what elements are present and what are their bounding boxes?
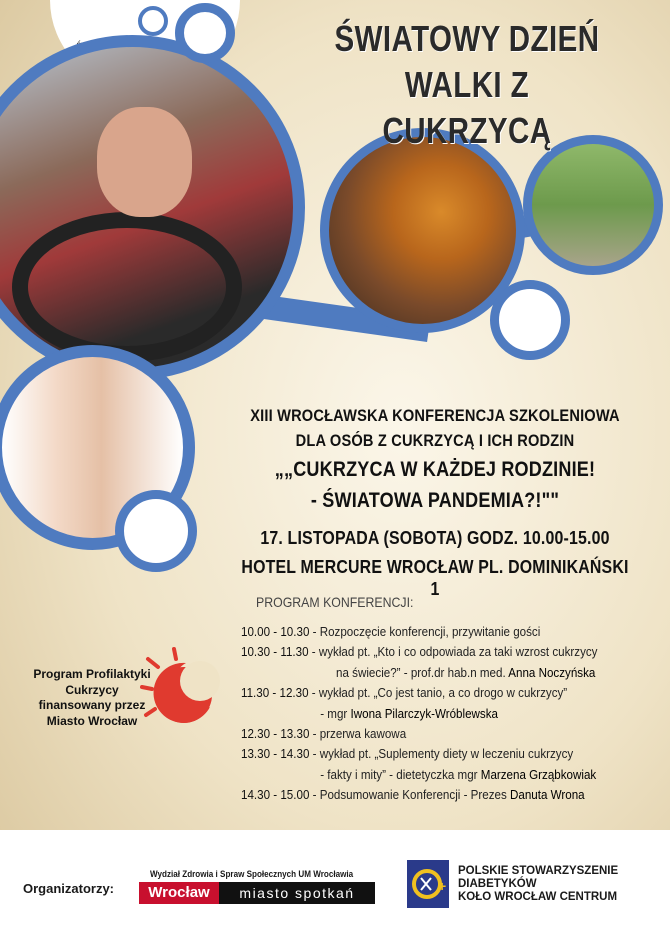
blue-circle-logo-icon	[138, 6, 168, 36]
face-shape	[97, 107, 192, 217]
conference-name-line2: DLA OSÓB Z CUKRZYCĄ I ICH RODZIN	[295, 431, 575, 450]
event-title: ŚWIATOWY DZIEŃ WALKI Z CUKRZYCĄ	[334, 18, 600, 151]
program-row: 12.30 - 13.30 - przerwa kawowa	[241, 726, 407, 742]
psd-organization-name: POLSKIE STOWARZYSZENIE DIABETYKÓW KOŁO WROCŁAW CENTRUM	[458, 865, 619, 903]
program-list	[241, 622, 651, 806]
photo-cyclists	[523, 135, 663, 275]
conference-venue: HOTEL MERCURE WROCŁAW PL. DOMINIKAŃSKI 1	[241, 556, 629, 599]
program-row: na świecie?” - prof.dr hab.n med. Anna Noczyńska	[336, 664, 596, 680]
red-sun-logo-icon	[138, 645, 228, 735]
wroclaw-brand-red: Wrocław	[139, 882, 219, 904]
decorative-dot	[115, 490, 197, 572]
program-row: 11.30 - 12.30 - wykład pt. „Co jest tanio, a co drogo w cukrzycy”	[241, 685, 568, 701]
svg-text:+: +	[438, 878, 447, 894]
program-row: - mgr Iwona Pilarczyk-Wróblewska	[320, 705, 498, 721]
health-department-label: Wydział Zdrowia i Spraw Społecznych UM Wrocławia	[150, 869, 354, 879]
program-row: 13.30 - 14.30 - wykład pt. „Suplementy diety w leczeniu cukrzycy	[241, 746, 574, 762]
decorative-dot	[175, 3, 235, 63]
steering-wheel-shape	[12, 212, 242, 362]
conference-date: 17. LISTOPADA (SOBOTA) GODZ. 10.00-15.00	[260, 527, 610, 548]
program-row: - fakty i mity” - dietetyczka mgr Marzena Grząbkowiak	[320, 766, 597, 782]
conference-theme-line1: „„CUKRZYCA W KAŻDEJ RODZINIE!	[274, 458, 596, 481]
wroclaw-brand-slogan: miasto spotkań	[219, 882, 375, 904]
program-row: 10.30 - 11.30 - wykład pt. „Kto i co odpowiada za taki wzrost cukrzycy	[241, 644, 598, 660]
prevention-program-note: Program Profilaktyki Cukrzycy finansowany przez Miasto Wrocław	[33, 667, 151, 728]
decorative-dot	[490, 280, 570, 360]
program-row: 14.30 - 15.00 - Podsumowanie Konferencji - Prezes Danuta Wrona	[241, 787, 585, 803]
conference-theme-line2: - ŚWIATOWA PANDEMIA?!""	[310, 489, 560, 512]
psd-logo-icon	[407, 860, 449, 908]
program-row: 10.00 - 10.30 - Rozpoczęcie konferencji, przywitanie gości	[241, 624, 541, 639]
program-title: PROGRAM KONFERENCJI:	[256, 594, 414, 610]
conference-name-line1: XIII WROCŁAWSKA KONFERENCJA SZKOLENIOWA	[250, 406, 620, 425]
photo-driver	[0, 35, 305, 380]
organizers-label: Organizatorzy:	[23, 881, 115, 896]
